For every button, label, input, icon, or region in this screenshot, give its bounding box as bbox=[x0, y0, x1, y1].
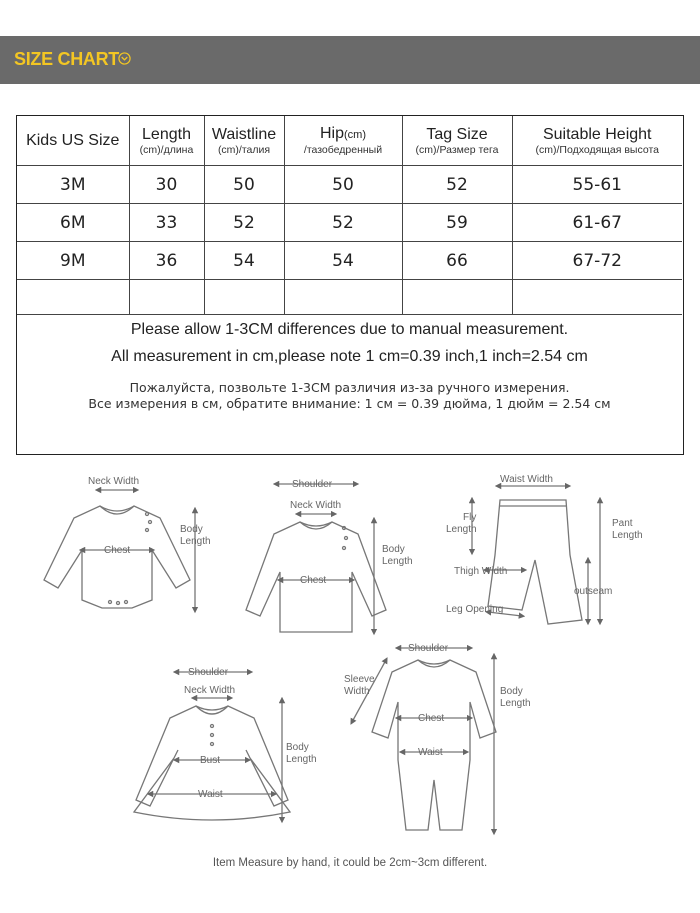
label-shoulder: Shoulder bbox=[292, 479, 333, 490]
label-chest: Chest bbox=[300, 575, 327, 586]
label-thigh-width: Thigh Width bbox=[454, 566, 508, 577]
label-width: Width bbox=[344, 686, 370, 697]
label-chest: Chest bbox=[418, 713, 445, 724]
label-length: Length bbox=[286, 754, 317, 765]
measurement-notes bbox=[17, 316, 682, 412]
cell-waistline: 54 bbox=[204, 242, 284, 280]
cell-tag-size: 59 bbox=[402, 204, 512, 242]
column-header-length: Length (cm)/длина bbox=[129, 116, 204, 166]
label-pant: Pant bbox=[612, 518, 633, 529]
label-body: Body bbox=[382, 544, 405, 555]
label-waist-width: Waist Width bbox=[500, 474, 553, 485]
label-neck-width: Neck Width bbox=[184, 685, 236, 696]
cell-hip: 54 bbox=[284, 242, 402, 280]
cell-tag-size: 52 bbox=[402, 166, 512, 204]
cell-height: 55-61 bbox=[512, 166, 682, 204]
measurement-diagrams bbox=[0, 460, 700, 880]
note-conversion-ru: Все измерения в см, обратите внимание: 1 см = 0.39 дюйма, 1 дюйм = 2.54 см bbox=[88, 396, 611, 411]
label-waist: Waist bbox=[418, 747, 443, 758]
label-body: Body bbox=[180, 524, 203, 535]
cell-tag-size: 66 bbox=[402, 242, 512, 280]
label-outseam: outseam bbox=[574, 586, 613, 597]
column-header-size: Kids US Size bbox=[17, 116, 129, 166]
table-row bbox=[17, 166, 682, 204]
size-chart-header bbox=[0, 36, 700, 84]
label-shoulder: Shoulder bbox=[188, 667, 229, 678]
label-neck-width: Neck Width bbox=[290, 500, 342, 511]
cell-length: 36 bbox=[129, 242, 204, 280]
cell-height: 61-67 bbox=[512, 204, 682, 242]
cell-size: 6M bbox=[17, 204, 129, 242]
chevron-down-circle-icon bbox=[118, 52, 131, 65]
cell-height: 67-72 bbox=[512, 242, 682, 280]
label-shoulder: Shoulder bbox=[408, 643, 449, 654]
table-row bbox=[17, 204, 682, 242]
cell-hip: 50 bbox=[284, 166, 402, 204]
cell-length: 30 bbox=[129, 166, 204, 204]
cell-waistline: 52 bbox=[204, 204, 284, 242]
size-table-box bbox=[16, 115, 684, 455]
label-bust: Bust bbox=[200, 755, 221, 766]
column-header-waistline: Waistline (cm)/талия bbox=[204, 116, 284, 166]
note-allowance-ru: Пожалуйста, позвольте 1-3CM различия из-за ручного измерения. bbox=[129, 380, 570, 395]
label-length: Length bbox=[382, 556, 413, 567]
label-length: Length bbox=[180, 536, 211, 547]
table-row bbox=[17, 242, 682, 280]
label-body: Body bbox=[500, 686, 523, 697]
label-chest: Chest bbox=[104, 545, 131, 556]
label-fly-length: Length bbox=[446, 524, 477, 535]
note-allowance: Please allow 1-3CM differences due to manual measurement. bbox=[130, 321, 569, 338]
size-table bbox=[17, 116, 682, 315]
cell-size: 9M bbox=[17, 242, 129, 280]
label-fly: Fly bbox=[463, 512, 477, 523]
note-conversion: All measurement in cm,please note 1 cm=0.39 inch,1 inch=2.54 cm bbox=[111, 348, 588, 365]
cell-hip: 52 bbox=[284, 204, 402, 242]
label-body: Body bbox=[286, 742, 309, 753]
label-length: Length bbox=[500, 698, 531, 709]
footer-note: Item Measure by hand, it could be 2cm~3cm different. bbox=[212, 857, 488, 869]
label-pant-length: Length bbox=[612, 530, 643, 541]
label-neck-width: Neck Width bbox=[88, 476, 140, 487]
table-header-row bbox=[17, 116, 682, 166]
cell-size: 3M bbox=[17, 166, 129, 204]
table-row-empty bbox=[17, 280, 682, 315]
column-header-hip: Hip(cm) /тазобедренный bbox=[284, 116, 402, 166]
label-leg-opening: Leg Opening bbox=[446, 604, 504, 615]
header-title: SIZE CHART bbox=[14, 49, 120, 69]
label-sleeve: Sleeve bbox=[344, 674, 375, 685]
cell-waistline: 50 bbox=[204, 166, 284, 204]
column-header-suitable-height: Suitable Height (cm)/Подходящая высота bbox=[512, 116, 682, 166]
column-header-tag-size: Tag Size (cm)/Размер тега bbox=[402, 116, 512, 166]
cell-length: 33 bbox=[129, 204, 204, 242]
label-waist: Waist bbox=[198, 789, 223, 800]
